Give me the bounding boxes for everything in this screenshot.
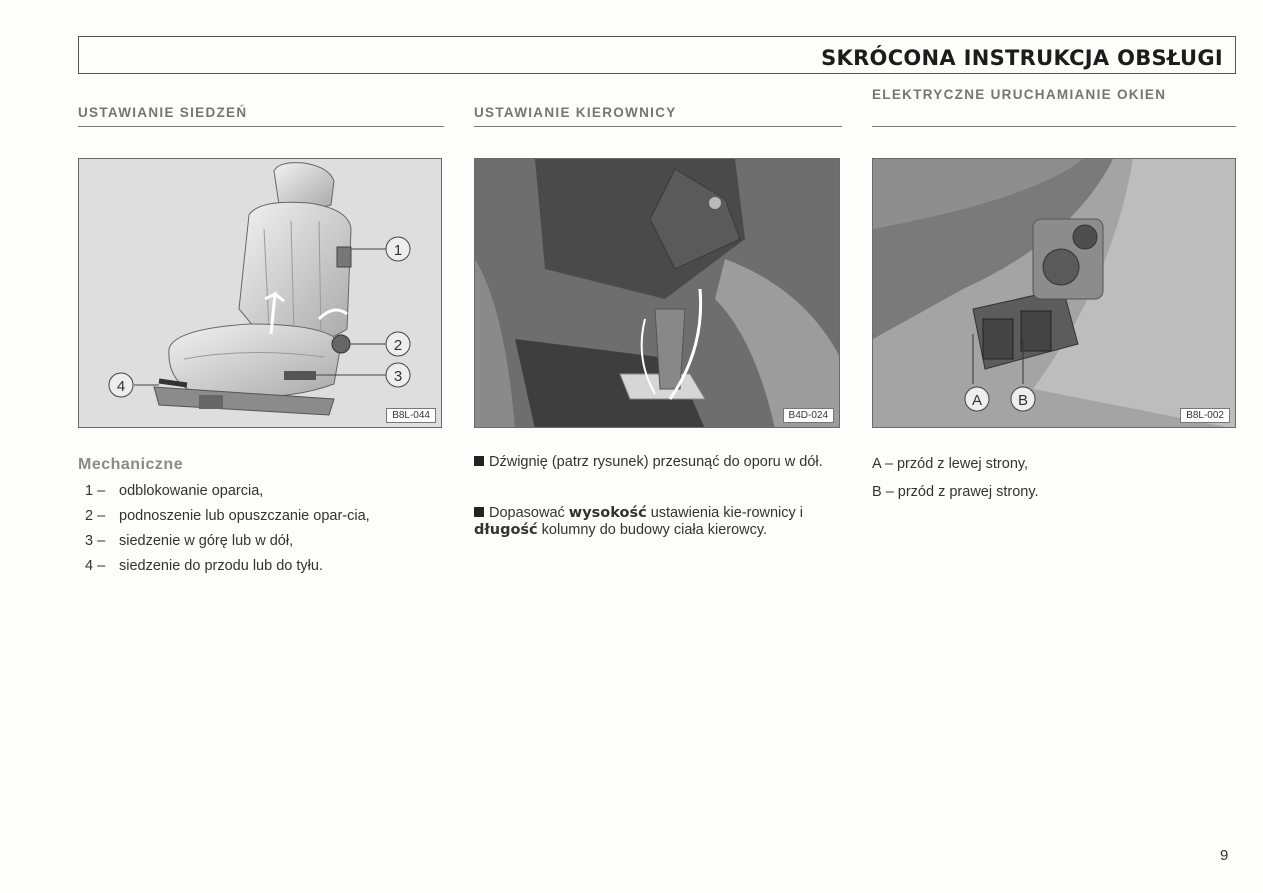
- page-number: 9: [1220, 847, 1229, 864]
- heading-seats: USTAWIANIE SIEDZEŃ: [78, 105, 248, 120]
- callout-3: [386, 363, 410, 387]
- list-item: [85, 508, 443, 525]
- list-item-text: siedzenie do przodu lub do tyłu.: [119, 558, 323, 574]
- list-item-number: 4 –: [85, 558, 106, 574]
- steering-step-2-post: kolumny do budowy ciała kierowcy.: [537, 522, 768, 538]
- steering-step-2-bold-height: wysokość: [568, 505, 647, 521]
- heading-windows: ELEKTRYCZNE URUCHAMIANIE OKIEN: [872, 87, 1167, 102]
- seat-illustration: [79, 159, 442, 428]
- steering-step-2: [474, 505, 840, 539]
- steering-step-2-mid: ustawienia kie-rownicy i: [646, 505, 804, 521]
- svg-text:3: 3: [393, 368, 403, 385]
- heading-rule-seats: [78, 126, 444, 127]
- seat-adjustment-list: [85, 483, 443, 583]
- svg-text:2: 2: [393, 337, 403, 354]
- header-box: [78, 36, 1236, 74]
- figure-steering: [474, 158, 840, 428]
- steering-illustration: [475, 159, 840, 428]
- list-item-number: 2 –: [85, 508, 106, 524]
- callout-4: [109, 373, 133, 397]
- list-item-text: siedzenie w górę lub w dół,: [119, 533, 294, 549]
- page-title: SKRÓCONA INSTRUKCJA OBSŁUGI: [821, 46, 1223, 70]
- callout-b: [1011, 387, 1035, 411]
- bullet-square-icon: [474, 507, 484, 517]
- window-legend-b: B – przód z prawej strony.: [872, 484, 1039, 500]
- list-item-text: odblokowanie oparcia,: [119, 483, 264, 499]
- heading-rule-steering: [474, 126, 842, 127]
- steering-step-2-pre: Dopasować: [489, 505, 569, 521]
- svg-text:4: 4: [116, 378, 126, 395]
- heading-steering: USTAWIANIE KIEROWNICY: [474, 105, 677, 120]
- svg-text:B: B: [1017, 392, 1029, 409]
- figure-code-seat: B8L-044: [386, 408, 436, 423]
- list-item: [85, 533, 443, 550]
- callout-2: [386, 332, 410, 356]
- list-item: [85, 558, 443, 575]
- bullet-square-icon: [474, 456, 484, 466]
- figure-code-steering: B4D-024: [783, 408, 834, 423]
- list-item-number: 1 –: [85, 483, 106, 499]
- window-legend-a: A – przód z lewej strony,: [872, 456, 1029, 472]
- list-item: [85, 483, 443, 500]
- svg-text:A: A: [971, 392, 983, 409]
- callout-1: [386, 237, 410, 261]
- steering-step-1-text: Dźwignię (patrz rysunek) przesunąć do oporu w dół.: [489, 454, 823, 470]
- svg-text:1: 1: [393, 242, 403, 259]
- steering-step-2-bold-length: długość: [474, 522, 538, 538]
- window-switch-illustration: [873, 159, 1236, 428]
- list-item-text: podnoszenie lub opuszczanie opar-cia,: [119, 508, 370, 524]
- figure-seat: [78, 158, 442, 428]
- figure-windows: [872, 158, 1236, 428]
- callout-a: [965, 387, 989, 411]
- figure-code-windows: B8L-002: [1180, 408, 1230, 423]
- steering-step-1: [474, 454, 840, 471]
- subheading-mechanical: Mechaniczne: [78, 456, 184, 473]
- list-item-number: 3 –: [85, 533, 106, 549]
- heading-rule-windows: [872, 126, 1236, 127]
